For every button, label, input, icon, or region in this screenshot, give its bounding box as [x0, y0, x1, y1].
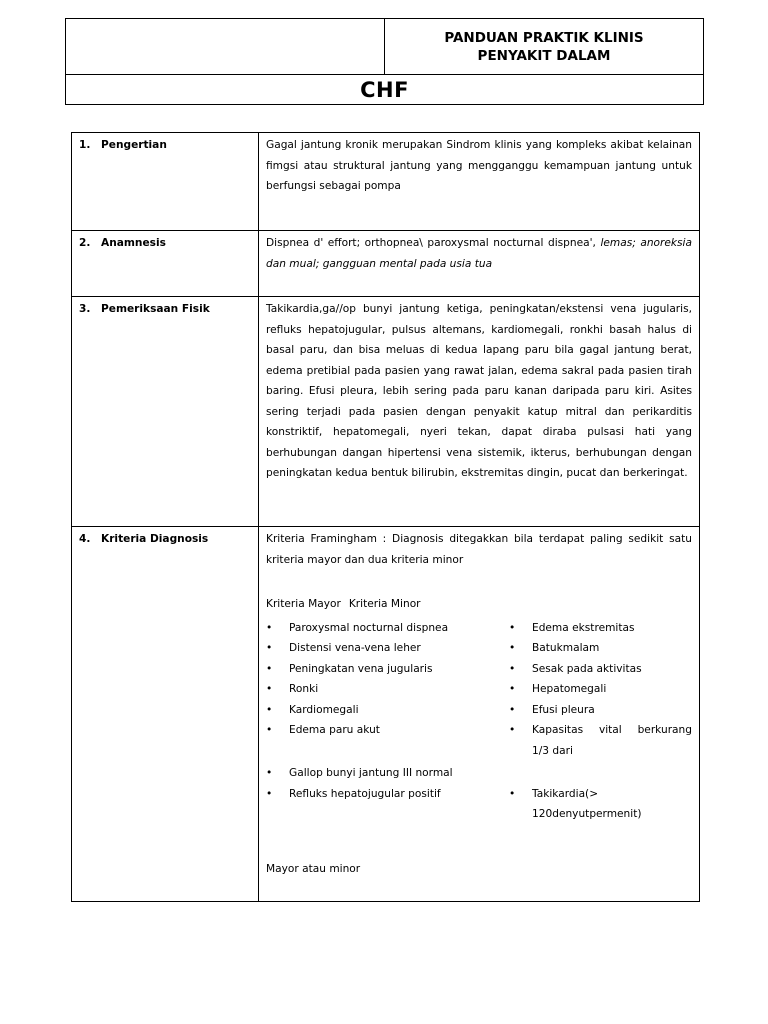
minor-criterion — [509, 659, 692, 680]
row-content-cell — [259, 297, 700, 527]
row-number: 4. — [79, 533, 91, 545]
bullet-icon: • — [266, 683, 273, 695]
criterion-text-line: Efusi pleura — [532, 703, 595, 716]
minor-heading: Kriteria Minor — [348, 598, 421, 610]
criteria-row — [266, 679, 692, 700]
minor-criterion — [509, 618, 692, 639]
criteria-row — [266, 700, 692, 721]
mayor-criterion — [266, 618, 509, 639]
criteria-row — [266, 763, 692, 784]
guideline-title-line2: PENYAKIT DALAM — [477, 47, 611, 64]
bullet-icon: • — [266, 662, 273, 675]
criterion-text-continuation: 120denyutpermenit) — [532, 808, 642, 820]
row-label: Kriteria Diagnosis — [101, 533, 209, 545]
bullet-icon: • — [509, 662, 516, 675]
criteria-row — [266, 659, 692, 680]
criteria-row — [266, 784, 692, 825]
logo-placeholder-cell — [66, 19, 385, 74]
guideline-title-line1: PANDUAN PRAKTIK KLINIS — [444, 29, 644, 46]
criterion-text — [289, 638, 509, 659]
criterion-text — [532, 659, 692, 680]
table-row-anamnesis — [72, 231, 700, 297]
criteria-list — [266, 618, 692, 825]
mayor-criterion — [266, 763, 509, 784]
bullet-icon: • — [266, 703, 273, 716]
criterion-text — [532, 720, 692, 761]
mayor-criterion — [266, 679, 509, 700]
bullet-icon: • — [509, 683, 516, 695]
row-label: Pengertian — [101, 139, 167, 151]
criterion-text — [289, 679, 509, 700]
minor-criterion — [509, 700, 692, 721]
criterion-text — [289, 720, 509, 741]
bullet-icon: • — [509, 642, 516, 654]
document-header — [65, 18, 704, 105]
minor-criterion — [509, 784, 692, 825]
table-row-pengertian — [72, 133, 700, 231]
criterion-text-line: Hepatomegali — [532, 683, 607, 695]
criterion-text — [289, 784, 509, 805]
minor-criterion — [509, 638, 692, 659]
mayor-criterion — [266, 720, 509, 741]
pengertian-text: Gagal jantung kronik merupakan Sindrom klinis yang kompleks akibat kelainan fimgsi atau struktural jantung yang mengganggu kemampuan jantung untuk berfungsi sebagai pompa — [266, 139, 692, 192]
bullet-icon: • — [509, 787, 516, 800]
row-label: Anamnesis — [101, 237, 166, 249]
criterion-text-line: Distensi vena-vena leher — [289, 642, 421, 654]
row-content-cell — [259, 527, 700, 902]
mayor-criterion — [266, 638, 509, 659]
row-label: Pemeriksaan Fisik — [101, 303, 210, 315]
guideline-title-cell — [385, 19, 703, 74]
criterion-text — [289, 618, 509, 639]
row-number: 2. — [79, 237, 91, 249]
mayor-heading: Kriteria Mayor — [266, 598, 341, 610]
row-content-cell — [259, 231, 700, 297]
anamnesis-text: Dispnea d' effort; orthopnea\ paroxysmal nocturnal dispnea', — [266, 237, 596, 249]
criteria-row — [266, 618, 692, 639]
criterion-text-line: Batukmalam — [532, 642, 600, 654]
bullet-icon: • — [509, 724, 516, 736]
bullet-icon: • — [509, 703, 516, 716]
row-number: 1. — [79, 139, 91, 151]
criterion-text-line: Refluks hepatojugular positif — [289, 787, 441, 800]
criteria-row — [266, 720, 692, 761]
row-number: 3. — [79, 303, 91, 315]
criterion-text — [532, 638, 692, 659]
criterion-text — [532, 700, 692, 721]
criterion-text — [289, 659, 509, 680]
criterion-text-line: Kardiomegali — [289, 703, 359, 716]
bullet-icon: • — [266, 787, 273, 800]
mayor-criterion — [266, 700, 509, 721]
minor-criterion — [509, 720, 692, 761]
bullet-icon: • — [266, 724, 273, 736]
criterion-text-continuation: 1/3 dari — [532, 744, 573, 757]
criterion-text — [532, 618, 692, 639]
clinical-guideline-table — [71, 132, 700, 902]
criterion-text — [532, 679, 692, 700]
criterion-text-line: Edema paru akut — [289, 724, 380, 736]
criteria-row — [266, 638, 692, 659]
criterion-text-line: Gallop bunyi jantung III normal — [289, 767, 453, 779]
row-label-cell — [72, 297, 259, 527]
bullet-icon: • — [266, 642, 273, 654]
table-row-kriteria-diagnosis — [72, 527, 700, 902]
criteria-footer-note: Mayor atau minor — [266, 862, 361, 875]
criterion-text — [289, 763, 509, 784]
minor-criterion — [509, 679, 692, 700]
spacer — [266, 570, 692, 590]
criterion-text-line: Sesak pada aktivitas — [532, 662, 642, 675]
document-title: CHF — [360, 77, 409, 102]
criterion-text — [532, 784, 692, 825]
criterion-text-line: Peningkatan vena jugularis — [289, 662, 433, 675]
kriteria-intro: Kriteria Framingham : Diagnosis ditegakkan bila terdapat paling sedikit satu kriteria mayor dan dua kriteria minor — [266, 533, 692, 566]
criteria-headings — [266, 594, 692, 615]
bullet-icon: • — [266, 621, 273, 634]
criterion-text-line: Takikardia(> — [532, 787, 599, 800]
table-row-pemeriksaan-fisik — [72, 297, 700, 527]
criterion-text-line: Ronki — [289, 683, 319, 695]
pemeriksaan-fisik-text: Takikardia,ga//op bunyi jantung ketiga, peningkatan/ekstensi vena jugularis, refluks hepatojugular, pulsus altemans, kardiomegali, ronkhi basah halus di basal paru, dan bisa meluas di kedua lapang paru bila gagal jantung berat, edema pretibial pada pasien yang rawat jalan, edema sakral pada pasien tirah baring. Efusi pleura, lebih sering pada paru kanan daripada paru kiri. Asites sering terjadi pada pasien dengan penyakit katup mitral dan perikarditis konstriktif, hepatomegali, nyeri tekan, dapat diraba pulsasi hati yang berhubungan dangan hipertensi vena sistemik, ikterus, berhubungan dengan peningkatan kedua bentuk bilirubin, ekstremitas dingin, pucat dan berkeringat. — [266, 303, 692, 479]
row-label-cell — [72, 133, 259, 231]
criterion-text-line: Kapasitas vital berkurang — [532, 724, 692, 736]
criterion-text-line: Edema ekstremitas — [532, 621, 635, 634]
criterion-text-line: Paroxysmal nocturnal dispnea — [289, 621, 449, 634]
bullet-icon: • — [266, 767, 273, 779]
row-label-cell — [72, 231, 259, 297]
row-content-cell — [259, 133, 700, 231]
criterion-text — [289, 700, 509, 721]
mayor-criterion — [266, 784, 509, 805]
row-label-cell — [72, 527, 259, 902]
mayor-criterion — [266, 659, 509, 680]
anamnesis-italic-text: lemas; anoreksia dan mual; gangguan mental pada usia tua — [266, 237, 692, 270]
bullet-icon: • — [509, 621, 516, 634]
